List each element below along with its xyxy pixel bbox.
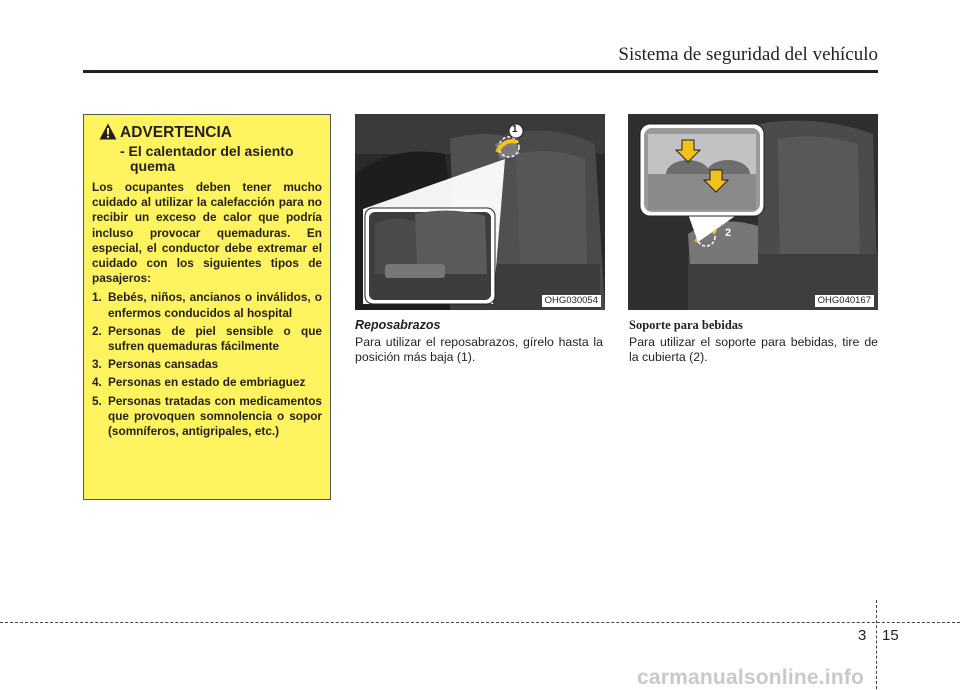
- cupholder-text: Para utilizar el soporte para bebidas, tire de la cubierta (2).: [629, 335, 878, 364]
- list-item: [92, 394, 322, 440]
- list-item-number: 1.: [92, 290, 102, 305]
- list-item-text: Personas en estado de embriaguez: [108, 375, 306, 390]
- list-item-text: Personas tratadas con medicamentos que provoquen somnolencia o sopor (somníferos, antigripales, etc.): [108, 393, 322, 439]
- footer-rule: [0, 622, 960, 623]
- chapter-number: 3: [858, 627, 867, 644]
- footer-divider: [876, 600, 877, 689]
- warning-title: ADVERTENCIA: [120, 124, 232, 141]
- warning-subtitle-cont: quema: [130, 158, 176, 174]
- warning-triangle-icon: [99, 123, 117, 140]
- warning-box: [83, 114, 331, 500]
- list-item: [92, 357, 322, 372]
- watermark: carmanualsonline.info: [637, 666, 865, 689]
- list-item-number: 4.: [92, 375, 102, 390]
- warning-list: [92, 290, 322, 439]
- cupholder-heading: Soporte para bebidas: [629, 318, 743, 332]
- warning-intro: Los ocupantes deben tener mucho cuidado al utilizar la calefacción para no recibir un exceso de calor que podría incluso provocar quemaduras. En especial, el conductor debe extremar el cuidado con los siguientes tipos de pasajeros:: [92, 180, 322, 286]
- list-item-text: Bebés, niños, ancianos o inválidos, o enfermos conducidos al hospital: [108, 290, 322, 320]
- callout-number: 1: [512, 124, 518, 135]
- list-item-number: 3.: [92, 357, 102, 372]
- armrest-text: Para utilizar el reposabrazos, gírelo hasta la posición más baja (1).: [355, 335, 603, 364]
- warning-header: [92, 125, 322, 174]
- list-item-text: Personas de piel sensible o que sufren quemaduras fácilmente: [108, 323, 322, 354]
- armrest-photo: [355, 114, 605, 310]
- list-item-number: 5.: [92, 393, 102, 408]
- armrest-heading: Reposabrazos: [355, 318, 441, 332]
- page-header-title: Sistema de seguridad del vehículo: [618, 44, 878, 65]
- list-item-number: 2.: [92, 323, 102, 338]
- callout-number: 2: [725, 227, 732, 239]
- figure-code: OHG040167: [815, 295, 874, 307]
- list-item: [92, 290, 322, 320]
- list-item: [92, 324, 322, 354]
- header-rule: [83, 70, 878, 73]
- figure-code: OHG030054: [542, 295, 601, 307]
- list-item-text: Personas cansadas: [108, 357, 219, 372]
- warning-subtitle: - El calentador del asiento: [120, 143, 294, 159]
- page-number: 15: [882, 627, 899, 644]
- list-item: [92, 375, 322, 390]
- cupholder-photo: [628, 114, 878, 310]
